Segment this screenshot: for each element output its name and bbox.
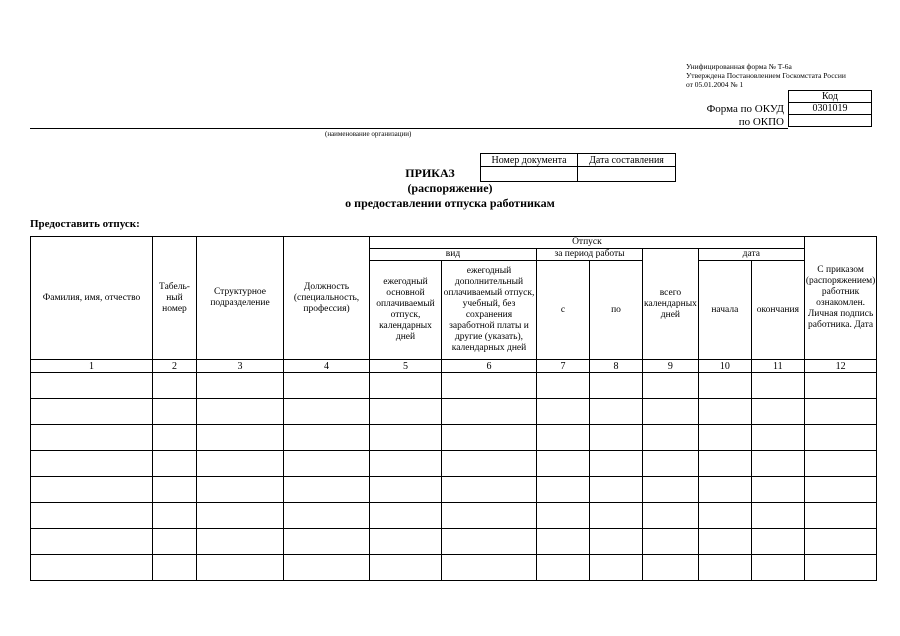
- kind-group-header: вид: [370, 249, 537, 261]
- col-number: 1: [31, 360, 153, 373]
- col-number: 12: [804, 360, 877, 373]
- okpo-code-field[interactable]: [789, 115, 872, 127]
- table-cell[interactable]: [31, 529, 153, 555]
- table-cell[interactable]: [153, 373, 197, 399]
- column-number-row: [31, 360, 877, 373]
- col-to-header: по: [590, 261, 643, 360]
- form-header-note: [686, 62, 846, 89]
- table-cell[interactable]: [370, 529, 442, 555]
- table-cell[interactable]: [590, 555, 643, 581]
- table-cell[interactable]: [643, 555, 699, 581]
- title-disposition: (распоряжение): [407, 181, 493, 195]
- table-cell[interactable]: [804, 529, 877, 555]
- col-struct-header: Структурное подразделение: [197, 237, 284, 360]
- table-cell[interactable]: [153, 555, 197, 581]
- table-cell[interactable]: [590, 477, 643, 503]
- col-number: 10: [698, 360, 751, 373]
- table-cell[interactable]: [153, 503, 197, 529]
- table-cell[interactable]: [643, 399, 699, 425]
- title-order: ПРИКАЗ: [405, 166, 455, 180]
- table-cell[interactable]: [804, 503, 877, 529]
- table-cell[interactable]: [804, 451, 877, 477]
- table-cell[interactable]: [698, 529, 751, 555]
- table-cell[interactable]: [698, 373, 751, 399]
- col-number: 11: [751, 360, 804, 373]
- form-number-line: Унифицированная форма № Т-6а: [686, 62, 792, 71]
- table-cell[interactable]: [751, 373, 804, 399]
- table-cell[interactable]: [442, 399, 537, 425]
- table-cell[interactable]: [197, 555, 284, 581]
- table-cell[interactable]: [197, 425, 284, 451]
- table-cell[interactable]: [751, 555, 804, 581]
- okpo-label: по ОКПО: [738, 116, 784, 128]
- col-number: 2: [153, 360, 197, 373]
- col-total-header: всего календарных дней: [643, 249, 699, 360]
- okud-code-field[interactable]: 0301019: [789, 103, 872, 115]
- table-cell[interactable]: [537, 503, 590, 529]
- table-cell[interactable]: [31, 373, 153, 399]
- code-box: [788, 90, 872, 127]
- table-cell[interactable]: [153, 425, 197, 451]
- table-cell[interactable]: [751, 399, 804, 425]
- table-row: [31, 399, 877, 425]
- table-row: [31, 555, 877, 581]
- col-number: 4: [284, 360, 370, 373]
- table-cell[interactable]: [284, 425, 370, 451]
- table-cell[interactable]: [284, 373, 370, 399]
- table-cell[interactable]: [751, 477, 804, 503]
- date-group-header: дата: [698, 249, 804, 261]
- col-start-header: начала: [698, 261, 751, 360]
- table-cell[interactable]: [31, 399, 153, 425]
- table-cell[interactable]: [804, 425, 877, 451]
- okud-label: Форма по ОКУД: [706, 103, 784, 115]
- table-cell[interactable]: [370, 477, 442, 503]
- table-cell[interactable]: [643, 425, 699, 451]
- col-fio-header: Фамилия, имя, отчество: [31, 237, 153, 360]
- table-cell[interactable]: [442, 555, 537, 581]
- period-group-header: за период работы: [537, 249, 643, 261]
- approved-date-line: от 05.01.2004 № 1: [686, 80, 744, 89]
- col-sign-header: С приказом (распоряжением) работник ознакомлен. Личная подпись работника. Дата: [804, 237, 877, 360]
- table-cell[interactable]: [31, 451, 153, 477]
- table-row: [31, 451, 877, 477]
- org-caption: (наименование организации): [325, 130, 412, 138]
- table-cell[interactable]: [698, 503, 751, 529]
- table-cell[interactable]: [698, 477, 751, 503]
- table-cell[interactable]: [590, 399, 643, 425]
- table-cell[interactable]: [698, 425, 751, 451]
- table-cell[interactable]: [643, 503, 699, 529]
- table-cell[interactable]: [804, 399, 877, 425]
- doc-number-table: [480, 153, 676, 182]
- table-cell[interactable]: [643, 451, 699, 477]
- table-cell[interactable]: [643, 529, 699, 555]
- table-body: [31, 373, 877, 581]
- table-cell[interactable]: [197, 373, 284, 399]
- doc-date-field[interactable]: [578, 167, 676, 182]
- table-cell[interactable]: [197, 451, 284, 477]
- table-cell[interactable]: [370, 425, 442, 451]
- col-position-header: Должность (специальность, профессия): [284, 237, 370, 360]
- table-cell[interactable]: [284, 477, 370, 503]
- table-cell[interactable]: [442, 477, 537, 503]
- table-cell[interactable]: [590, 529, 643, 555]
- table-cell[interactable]: [537, 425, 590, 451]
- table-cell[interactable]: [31, 477, 153, 503]
- table-cell[interactable]: [31, 555, 153, 581]
- col-annual-header: ежегодный основной оплачиваемый отпуск, календарных дней: [370, 261, 442, 360]
- table-cell[interactable]: [698, 451, 751, 477]
- table-cell[interactable]: [153, 399, 197, 425]
- org-name-field[interactable]: [30, 114, 788, 127]
- table-cell[interactable]: [284, 451, 370, 477]
- doc-number-label: Номер документа: [481, 154, 578, 167]
- code-title: Код: [789, 91, 872, 103]
- table-cell[interactable]: [153, 477, 197, 503]
- org-underline: [30, 128, 788, 129]
- table-cell[interactable]: [537, 451, 590, 477]
- table-cell[interactable]: [442, 503, 537, 529]
- table-cell[interactable]: [370, 373, 442, 399]
- col-additional-header: ежегодный дополнительный оплачиваемый отпуск, учебный, без сохранения заработной платы и другие (указать), календарных дней: [442, 261, 537, 360]
- table-cell[interactable]: [284, 399, 370, 425]
- table-cell[interactable]: [804, 373, 877, 399]
- table-cell[interactable]: [751, 451, 804, 477]
- col-end-header: окончания: [751, 261, 804, 360]
- table-cell[interactable]: [442, 451, 537, 477]
- table-cell[interactable]: [370, 399, 442, 425]
- table-cell[interactable]: [197, 503, 284, 529]
- table-cell[interactable]: [751, 425, 804, 451]
- table-cell[interactable]: [537, 373, 590, 399]
- table-cell[interactable]: [804, 555, 877, 581]
- table-cell[interactable]: [284, 503, 370, 529]
- table-cell[interactable]: [197, 477, 284, 503]
- table-cell[interactable]: [197, 399, 284, 425]
- doc-date-label: Дата составления: [578, 154, 676, 167]
- doc-number-field[interactable]: [481, 167, 578, 182]
- table-row: [31, 477, 877, 503]
- col-number: 6: [442, 360, 537, 373]
- table-cell[interactable]: [590, 451, 643, 477]
- table-cell[interactable]: [537, 529, 590, 555]
- table-cell[interactable]: [537, 399, 590, 425]
- table-cell[interactable]: [698, 555, 751, 581]
- table-row: [31, 529, 877, 555]
- table-cell[interactable]: [442, 529, 537, 555]
- table-cell[interactable]: [537, 555, 590, 581]
- table-cell[interactable]: [590, 373, 643, 399]
- table-cell[interactable]: [31, 503, 153, 529]
- table-cell[interactable]: [590, 425, 643, 451]
- table-cell[interactable]: [442, 373, 537, 399]
- table-cell[interactable]: [153, 529, 197, 555]
- table-cell[interactable]: [643, 373, 699, 399]
- table-cell[interactable]: [751, 529, 804, 555]
- table-row: [31, 503, 877, 529]
- table-cell[interactable]: [284, 555, 370, 581]
- table-cell[interactable]: [751, 503, 804, 529]
- col-tab-header: Табель-ный номер: [153, 237, 197, 360]
- col-number: 7: [537, 360, 590, 373]
- table-cell[interactable]: [370, 555, 442, 581]
- table-cell[interactable]: [370, 451, 442, 477]
- col-number: 9: [643, 360, 699, 373]
- grant-label: Предоставить отпуск:: [30, 218, 140, 230]
- table-cell[interactable]: [643, 477, 699, 503]
- col-number: 3: [197, 360, 284, 373]
- table-cell[interactable]: [31, 425, 153, 451]
- col-number: 5: [370, 360, 442, 373]
- table-cell[interactable]: [698, 399, 751, 425]
- table-row: [31, 373, 877, 399]
- title-subject: о предоставлении отпуска работникам: [345, 196, 555, 210]
- table-cell[interactable]: [153, 451, 197, 477]
- col-number: 8: [590, 360, 643, 373]
- table-cell[interactable]: [370, 503, 442, 529]
- approved-line: Утверждена Постановлением Госкомстата России: [686, 71, 846, 80]
- vacation-table: [30, 236, 877, 581]
- table-cell[interactable]: [197, 529, 284, 555]
- table-cell[interactable]: [804, 477, 877, 503]
- table-row: [31, 425, 877, 451]
- vacation-group-header: Отпуск: [370, 237, 805, 249]
- table-cell[interactable]: [284, 529, 370, 555]
- table-cell[interactable]: [442, 425, 537, 451]
- table-cell[interactable]: [537, 477, 590, 503]
- table-cell[interactable]: [590, 503, 643, 529]
- col-from-header: с: [537, 261, 590, 360]
